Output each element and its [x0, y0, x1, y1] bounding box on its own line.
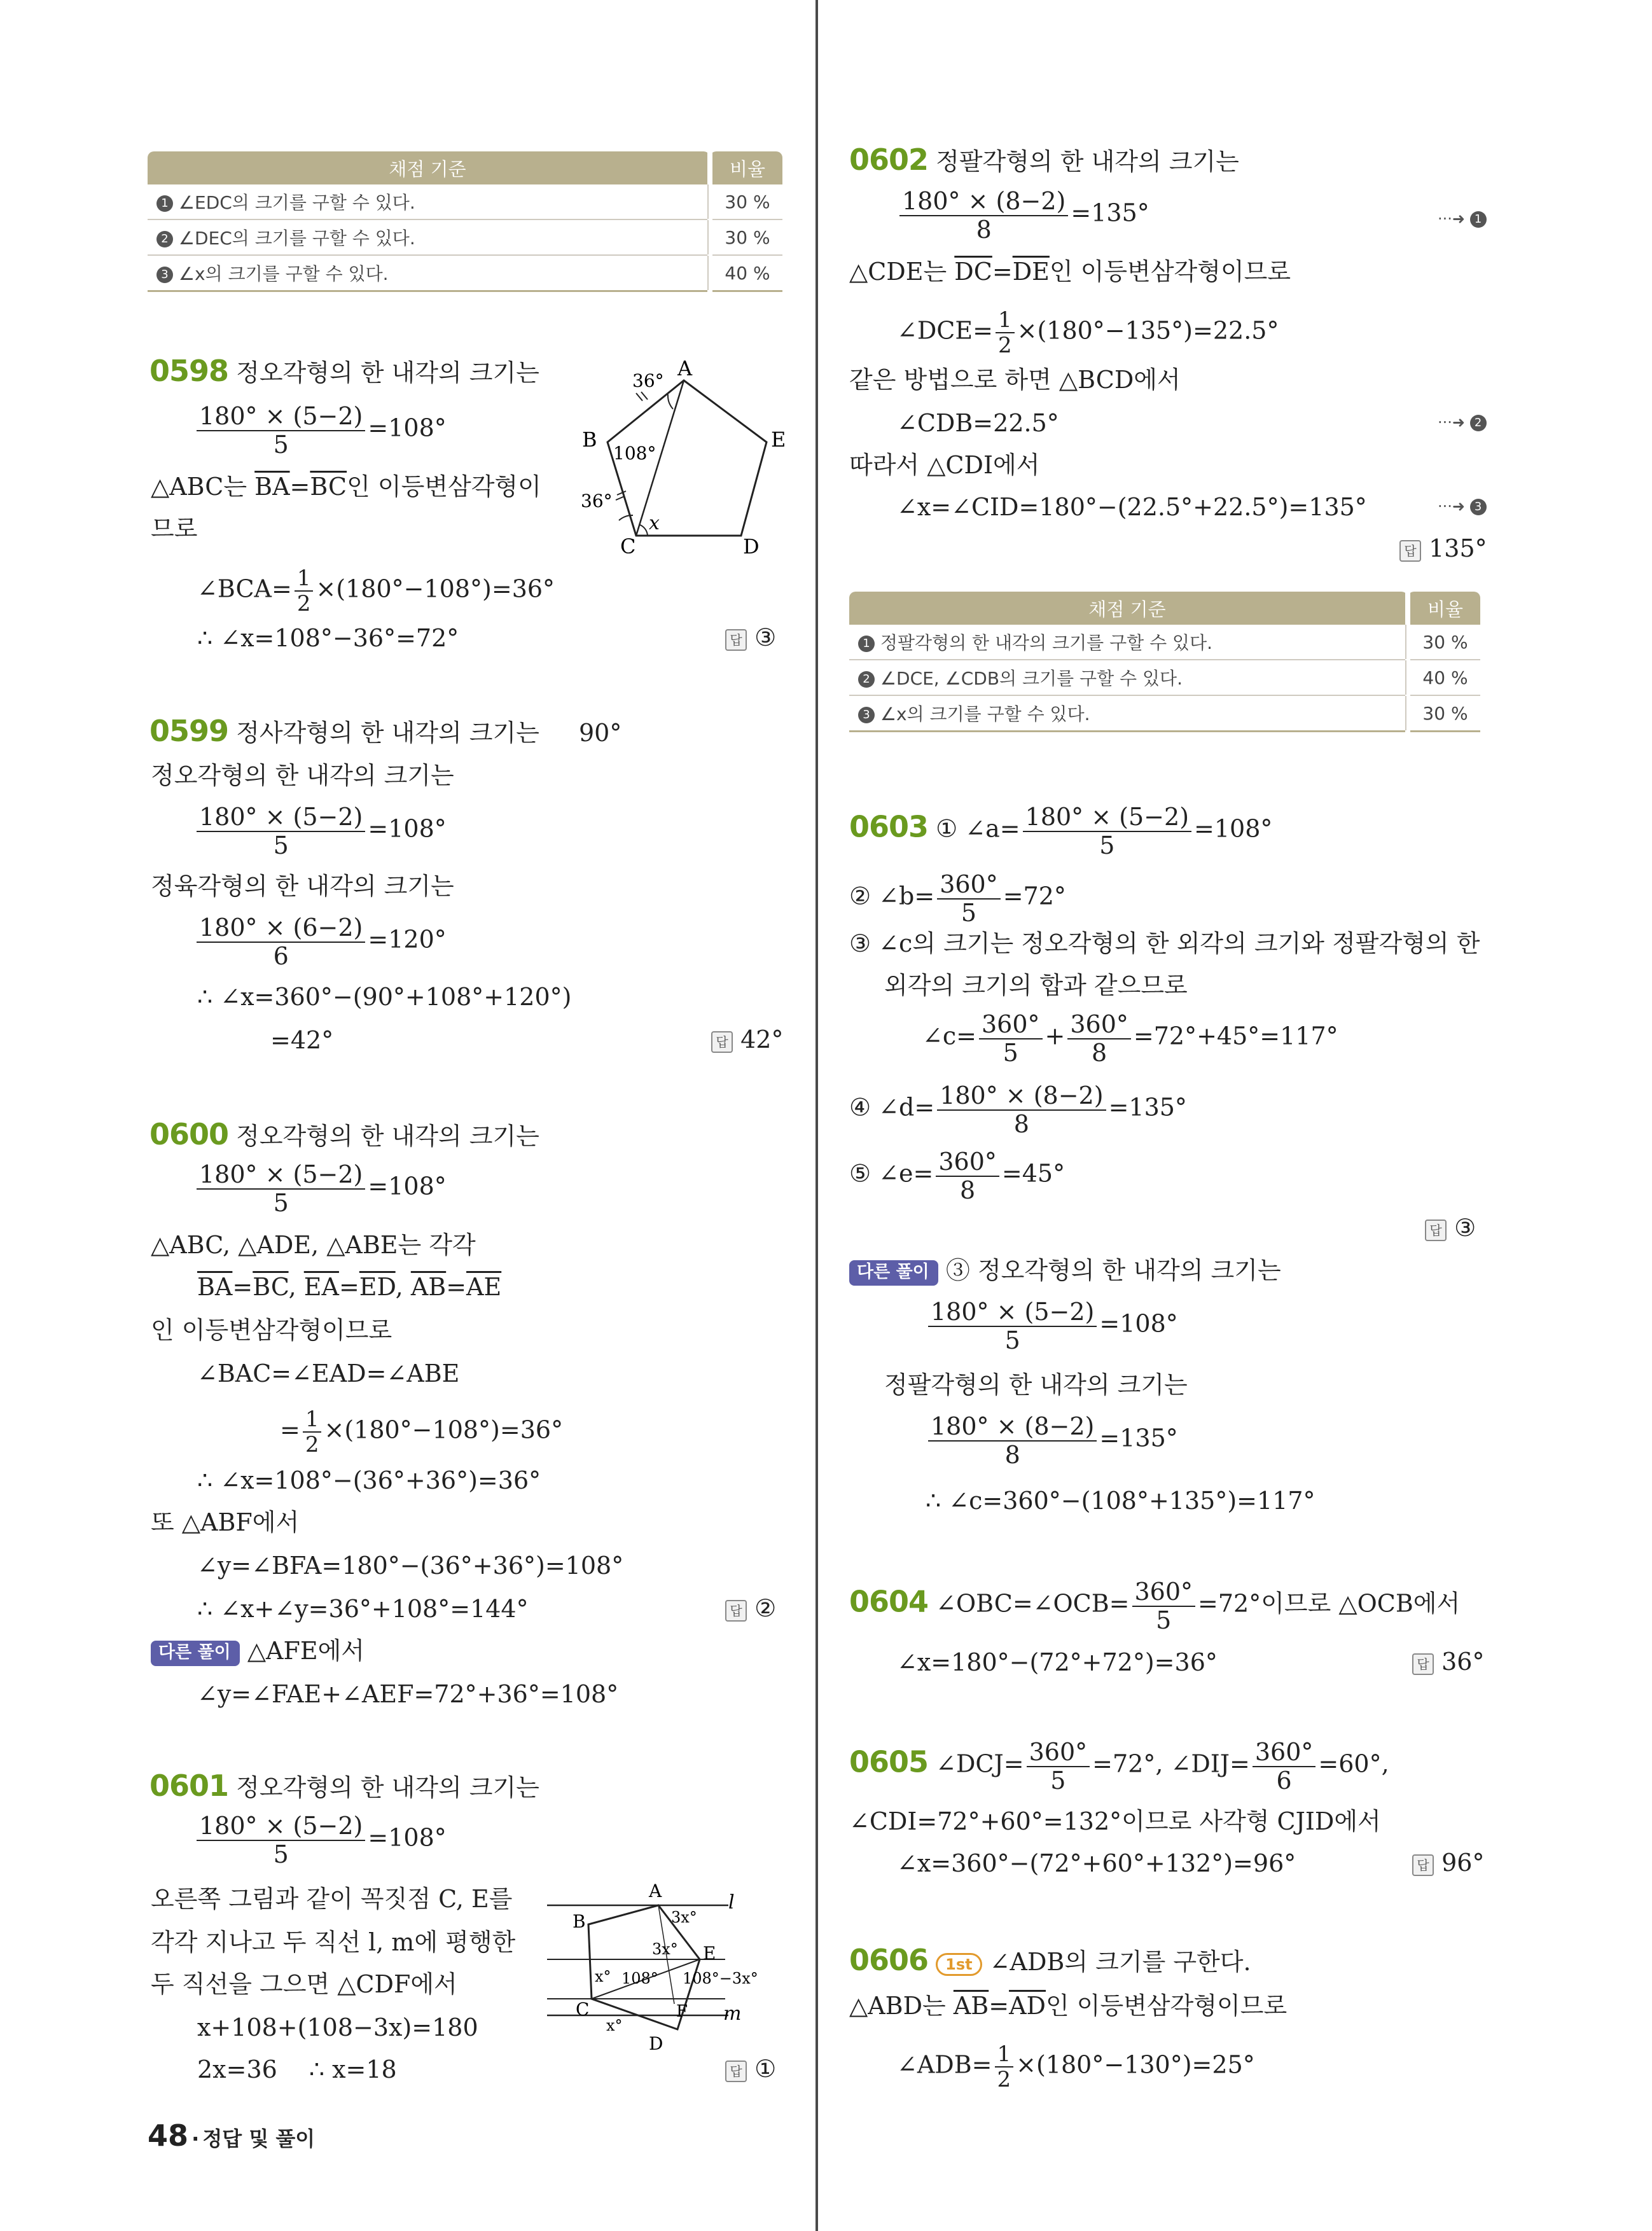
answer: 답 96°	[1412, 1849, 1484, 1877]
answer-icon: 답	[1412, 1653, 1434, 1675]
text-line: 므로	[151, 515, 198, 543]
step-marker: 1	[858, 636, 875, 652]
problem-number: 0603	[849, 809, 929, 844]
ratio-value: 30 %	[710, 184, 782, 219]
criteria-header: 채점 기준	[148, 151, 710, 184]
criterion-text: ∠DEC의 크기를 구할 수 있다.	[178, 228, 415, 249]
problem-number: 0604	[849, 1584, 929, 1619]
svg-text:C: C	[576, 1999, 590, 2020]
equation: ⑤ ∠e= $\frac{360^\circ}{8}$ =45°	[849, 1148, 1065, 1204]
alt-solution: 다른 풀이 △AFE에서	[151, 1636, 364, 1666]
equation: ④ ∠d= $\frac{180^\circ \times (8-2)}{8}$ =135°	[849, 1081, 1187, 1138]
svg-text:x°: x°	[595, 1968, 611, 1985]
step-1-marker: ···➜ 1	[1438, 210, 1487, 228]
answer: 답 ③	[725, 623, 776, 651]
equation: $\frac{180^\circ \times (5-2)}{5}$ =108°	[194, 1812, 447, 1868]
criteria-header: 채점 기준	[849, 592, 1408, 625]
problem-number: 0606	[849, 1943, 929, 1977]
ratio-value: 30 %	[1408, 695, 1480, 732]
problem-number: 0601	[149, 1769, 229, 1803]
equation: $\frac{180^\circ \times (8-2)}{8}$ =135°	[926, 1412, 1178, 1468]
text-line: 인 이등변삼각형이므로	[151, 1316, 392, 1344]
step-marker: 2	[858, 671, 875, 688]
table-row	[148, 219, 782, 255]
equation: ∠x=∠CID=180°−(22.5°+22.5°)=135°	[897, 493, 1367, 521]
equation: $\frac{180^\circ \times (8-2)}{8}$ =135°	[897, 187, 1149, 243]
equation: ∠ADB= $\frac{1}{2}$ ×(180°−130°)=25°	[897, 2041, 1255, 2092]
step-marker: 1	[156, 195, 173, 212]
alt-solution-tag: 다른 풀이	[151, 1641, 240, 1666]
svg-text:3x°: 3x°	[652, 1940, 678, 1958]
text-line: 정팔각형의 한 내각의 크기는	[884, 1371, 1188, 1399]
ratio-header: 비율	[710, 151, 782, 184]
svg-text:36°: 36°	[632, 370, 664, 391]
svg-text:108°: 108°	[621, 1970, 658, 1987]
svg-text:E: E	[771, 427, 786, 452]
equation: $\frac{180^\circ \times (6-2)}{6}$ =120°	[194, 914, 447, 970]
svg-text:B: B	[582, 427, 597, 452]
text-line: 정오각형의 한 내각의 크기는	[151, 761, 454, 789]
figure-pentagon-parallel-lines-0601	[544, 1877, 792, 2055]
svg-text:108°: 108°	[613, 443, 656, 464]
equation: ∠c= $\frac{360^\circ}{5}$ + $\frac{360^\circ}{8}$ =72°+45°=117°	[922, 1010, 1338, 1067]
equation: 2x=36 ∴ x=18	[197, 2055, 397, 2083]
equation: ∠BAC=∠EAD=∠ABE	[197, 1359, 460, 1387]
table-row	[849, 660, 1480, 695]
step-3-marker: ···➜ 3	[1438, 497, 1487, 515]
equation: ∴ ∠x=108°−36°=72°	[197, 624, 459, 652]
svg-text:D: D	[743, 534, 760, 553]
equation: ∠x=180°−(72°+72°)=36°	[897, 1648, 1218, 1676]
problem-0598-heading: 0598 정오각형의 한 내각의 크기는	[149, 354, 539, 388]
svg-text:E: E	[703, 1943, 716, 1964]
equation: ∠y=∠FAE+∠AEF=72°+36°=108°	[197, 1680, 619, 1708]
answer-icon: 답	[725, 629, 747, 651]
svg-text:36°: 36°	[581, 490, 613, 511]
text-line: ∠CDI=72°+60°=132°이므로 사각형 CJID에서	[849, 1807, 1381, 1835]
svg-text:x°: x°	[606, 2017, 623, 2034]
svg-text:B: B	[573, 1911, 586, 1932]
svg-text:3x°: 3x°	[671, 1908, 697, 1926]
page-footer: 48 · 정답 및 풀이	[148, 2118, 316, 2153]
scoring-criteria-table-2	[849, 592, 1480, 732]
ratio-value: 40 %	[710, 255, 782, 291]
criterion-text: 정팔각형의 한 내각의 크기를 구할 수 있다.	[880, 632, 1213, 653]
problem-0605-heading: 0605 ∠DCJ= $\frac{360^\circ}{5}$ =72°, ∠DIJ= $\frac{360^\circ}{6}$ =60°,	[849, 1738, 1389, 1795]
answer-icon: 답	[725, 1600, 747, 1622]
table-row	[849, 625, 1480, 660]
answer: 답 42°	[711, 1025, 783, 1053]
svg-text:C: C	[620, 534, 636, 553]
answer-icon: 답	[1425, 1220, 1447, 1241]
equation: ∠y=∠BFA=180°−(36°+36°)=108°	[197, 1552, 624, 1580]
equation: ∠CDB=22.5°	[897, 409, 1059, 437]
answer: 답 ①	[725, 2055, 776, 2083]
svg-text:l: l	[728, 1891, 735, 1914]
equation: ∠DCE= $\frac{1}{2}$ ×(180°−135°)=22.5°	[897, 307, 1279, 358]
criterion-text: ∠x의 크기를 구할 수 있다.	[880, 704, 1090, 725]
alt-solution-tag: 다른 풀이	[849, 1260, 938, 1286]
answer-icon: 답	[725, 2061, 747, 2082]
text-line: 정육각형의 한 내각의 크기는	[151, 872, 454, 900]
equation: ∴ ∠x+∠y=36°+108°=144°	[197, 1595, 529, 1623]
text-line: 각각 지나고 두 직선 l, m에 평행한	[151, 1928, 516, 1956]
problem-number: 0600	[149, 1117, 229, 1151]
svg-text:A: A	[677, 356, 693, 380]
text-line: 두 직선을 그으면 △CDF에서	[151, 1970, 457, 1998]
equation: ∴ ∠x=360°−(90°+108°+120°)	[197, 983, 572, 1011]
svg-text:m: m	[723, 2003, 742, 2025]
figure-pentagon-0598	[573, 356, 795, 553]
equation: ∠BCA= $\frac{1}{2}$ ×(180°−108°)=36°	[197, 566, 555, 616]
step-marker: 3	[858, 707, 875, 723]
problem-0601-heading: 0601 정오각형의 한 내각의 크기는	[149, 1769, 539, 1803]
answer: 답 36°	[1412, 1648, 1484, 1676]
ratio-value: 30 %	[1408, 625, 1480, 660]
problem-0603-heading: 0603 ① ∠a= $\frac{180^\circ \times (5-2)}{5}$ =108°	[849, 803, 1273, 859]
equation: = $\frac{1}{2}$ ×(180°−108°)=36°	[280, 1407, 564, 1457]
text-line: △ABC는 $\overline{BA}=\overline{BC}$인 이등변삼각형이	[151, 473, 541, 501]
ratio-header: 비율	[1408, 592, 1480, 625]
equation: $\frac{180^\circ \times (5-2)}{5}$ =108°	[194, 803, 447, 859]
equation: ② ∠b= $\frac{360^\circ}{5}$ =72°	[849, 870, 1066, 927]
problem-0599-heading: 0599 정사각형의 한 내각의 크기는 90°	[149, 714, 622, 748]
text-line: 같은 방법으로 하면 △BCD에서	[849, 366, 1181, 394]
answer: 답 ②	[725, 1594, 776, 1622]
step-2-marker: ···➜ 2	[1438, 414, 1487, 431]
text-line: 따라서 △CDI에서	[849, 451, 1040, 479]
svg-text:x: x	[649, 512, 660, 534]
problem-0606-heading: 0606 1st ∠ADB의 크기를 구한다.	[849, 1943, 1251, 1977]
step-marker: 3	[156, 267, 173, 283]
svg-text:108°−3x°: 108°−3x°	[683, 1970, 758, 1987]
problem-number: 0598	[149, 354, 229, 388]
text-line: △ABC, △ADE, △ABE는 각각	[151, 1231, 476, 1259]
equation: ∠x=360°−(72°+60°+132°)=96°	[897, 1849, 1296, 1877]
table-row	[849, 695, 1480, 732]
problem-number: 0602	[849, 142, 929, 177]
answer: 답 ③	[1425, 1214, 1476, 1242]
step-marker: 2	[156, 231, 173, 247]
text-line: 오른쪽 그림과 같이 꼭짓점 C, E를	[151, 1885, 513, 1913]
equation: $\frac{180^\circ \times (5-2)}{5}$ =108°	[194, 402, 447, 458]
text-line: 외각의 크기의 합과 같으므로	[884, 971, 1188, 999]
equation: ∴ ∠x=108°−(36°+36°)=36°	[197, 1466, 541, 1494]
equation: x+108+(108−3x)=180	[197, 2013, 478, 2041]
equation: =42°	[270, 1026, 334, 1054]
problem-0602-heading: 0602 정팔각형의 한 내각의 크기는	[849, 142, 1239, 177]
equation: $\frac{180^\circ \times (5-2)}{5}$ =108°	[926, 1298, 1178, 1354]
equation: ∴ ∠c=360°−(108°+135°)=117°	[926, 1487, 1315, 1515]
footer-label: 정답 및 풀이	[202, 2127, 316, 2151]
text-line: △CDE는 $\overline{DC}=\overline{DE}$인 이등변삼각형이므로	[849, 258, 1291, 286]
text-line: △ABD는 $\overline{AB}=\overline{AD}$인 이등변삼각형이므로	[849, 1992, 1288, 2020]
problem-number: 0605	[849, 1744, 929, 1779]
column-divider	[816, 0, 818, 2231]
ratio-value: 40 %	[1408, 660, 1480, 695]
answer: 답 135°	[1399, 534, 1487, 562]
equation: $\overline{BA}=\overline{BC}$, $\overline{EA}=\overline{ED}$, $\overline{AB}=\overline{AE}$	[197, 1273, 502, 1301]
problem-number: 0599	[149, 714, 229, 748]
answer-icon: 답	[1412, 1854, 1434, 1876]
answer-icon: 답	[711, 1031, 733, 1053]
text-line: 또 △ABF에서	[151, 1508, 300, 1536]
problem-0604-heading: 0604 ∠OBC=∠OCB= $\frac{360^\circ}{5}$ =72°이므로 △OCB에서	[849, 1578, 1461, 1634]
table-row	[148, 184, 782, 219]
svg-text:D: D	[649, 2033, 663, 2054]
criterion-text: ∠EDC의 크기를 구할 수 있다.	[178, 192, 415, 213]
text-line: ③ ∠c의 크기는 정오각형의 한 외각의 크기와 정팔각형의 한	[849, 929, 1480, 957]
table-row	[148, 255, 782, 291]
svg-text:A: A	[649, 1880, 662, 1901]
ratio-value: 30 %	[710, 219, 782, 255]
step-badge: 1st	[936, 1953, 982, 1976]
scoring-criteria-table-1	[148, 151, 782, 292]
page-number: 48	[148, 2118, 189, 2153]
criterion-text: ∠x의 크기를 구할 수 있다.	[178, 263, 389, 284]
equation: $\frac{180^\circ \times (5-2)}{5}$ =108°	[194, 1160, 447, 1216]
problem-0600-heading: 0600 정오각형의 한 내각의 크기는	[149, 1117, 539, 1151]
alt-solution: 다른 풀이 ③ 정오각형의 한 내각의 크기는	[849, 1256, 1281, 1286]
answer-icon: 답	[1399, 540, 1421, 562]
criterion-text: ∠DCE, ∠CDB의 크기를 구할 수 있다.	[880, 668, 1183, 689]
svg-text:F: F	[676, 2002, 688, 2021]
